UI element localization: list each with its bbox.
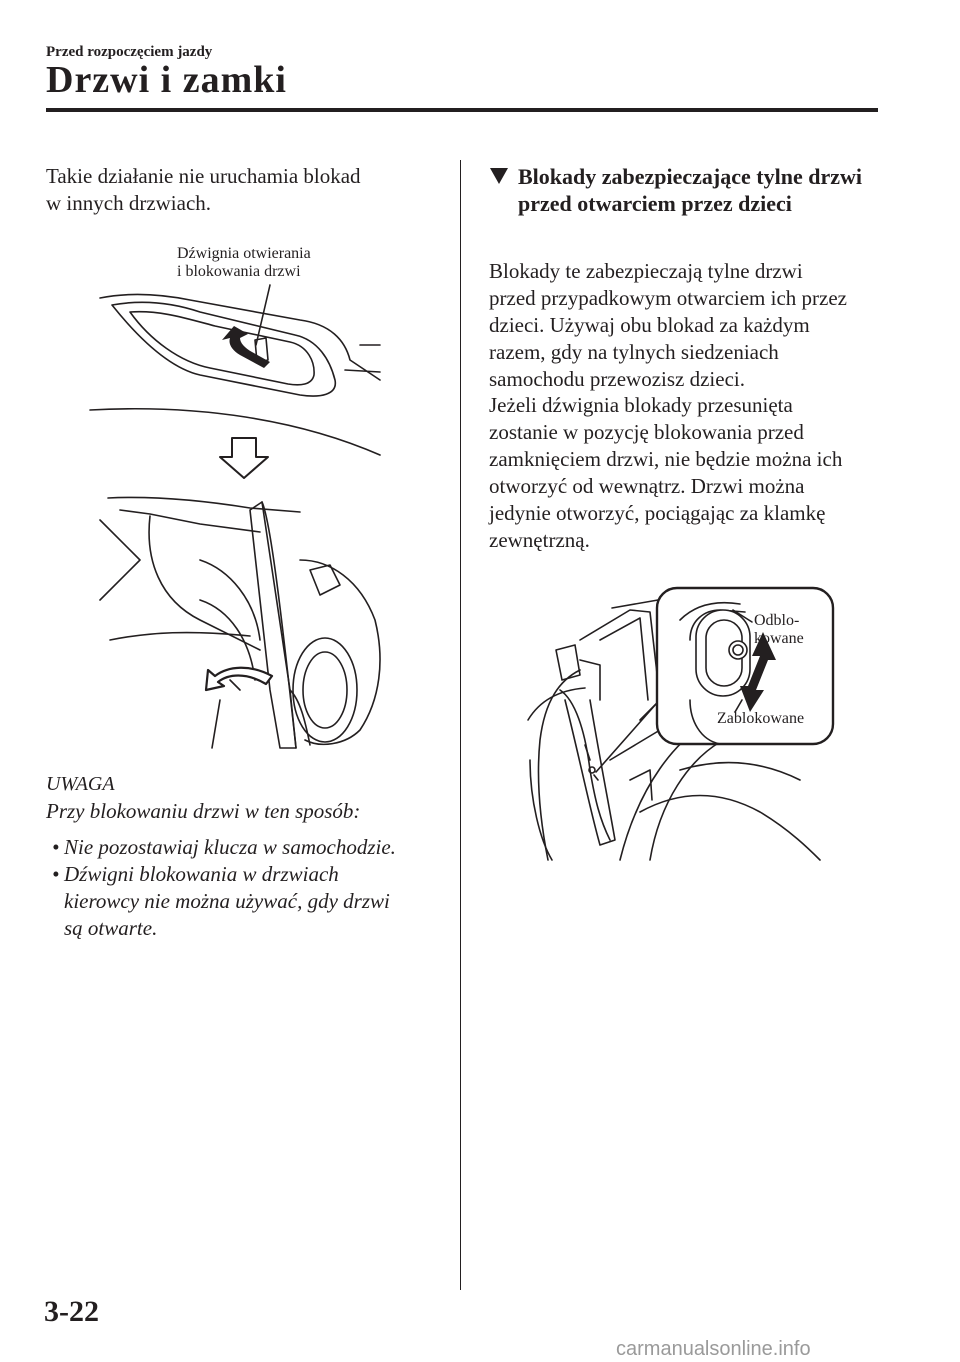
paragraph-line: zamknięciem drzwi, nie będzie można ich — [489, 447, 843, 471]
intro-line: Takie działanie nie uruchamia blokad — [46, 164, 361, 188]
warning-item-line: Nie pozostawiaj klucza w samochodzie. — [64, 835, 396, 859]
label-line: kowane — [754, 630, 804, 647]
paragraph-line: zewnętrzną. — [489, 528, 590, 552]
heading-line: przed otwarciem przez dzieci — [518, 191, 792, 216]
warning-title: UWAGA — [46, 773, 115, 795]
section-label: Przed rozpoczęciem jazdy — [46, 44, 213, 60]
warning-item-line: kierowcy nie można używać, gdy drzwi — [64, 889, 390, 913]
page-number: 3-22 — [44, 1295, 99, 1328]
paragraph-line: Blokady te zabezpieczają tylne drzwi — [489, 259, 803, 283]
chapter-title: Drzwi i zamki — [46, 59, 287, 101]
paragraph-line: razem, gdy na tylnych siedzeniach — [489, 340, 779, 364]
paragraph-line: zostanie w pozycję blokowania przed — [489, 420, 804, 444]
bullet-icon: • — [52, 835, 60, 859]
warning-intro: Przy blokowaniu drzwi w ten sposób: — [46, 799, 361, 823]
paragraph-line: Jeżeli dźwignia blokady przesunięta — [489, 393, 793, 417]
paragraph-line: dzieci. Używaj obu blokad za każdym — [489, 313, 810, 337]
warning-item-line: Dźwigni blokowania w drzwiach — [64, 862, 339, 886]
locked-label: Zablokowane — [717, 710, 805, 727]
watermark: carmanualsonline.info — [616, 1338, 811, 1360]
warning-item-line: są otwarte. — [64, 916, 158, 940]
callout-line: i blokowania drzwi — [177, 263, 301, 280]
callout-line: Dźwignia otwierania — [177, 245, 311, 262]
paragraph-line: otworzyć od wewnątrz. Drzwi można — [489, 474, 805, 498]
label-line: Odblo- — [754, 612, 800, 629]
paragraph-line: samochodu przewozisz dzieci. — [489, 367, 745, 391]
heading-line: Blokady zabezpieczające tylne drzwi — [518, 164, 862, 189]
paragraph-line: przed przypadkowym otwarciem ich przez — [489, 286, 848, 310]
bullet-icon: • — [52, 862, 60, 886]
paragraph-line: jedynie otworzyć, pociągając za klamkę — [489, 501, 826, 525]
intro-line: w innych drzwiach. — [46, 191, 212, 215]
unlocked-label — [754, 612, 804, 648]
